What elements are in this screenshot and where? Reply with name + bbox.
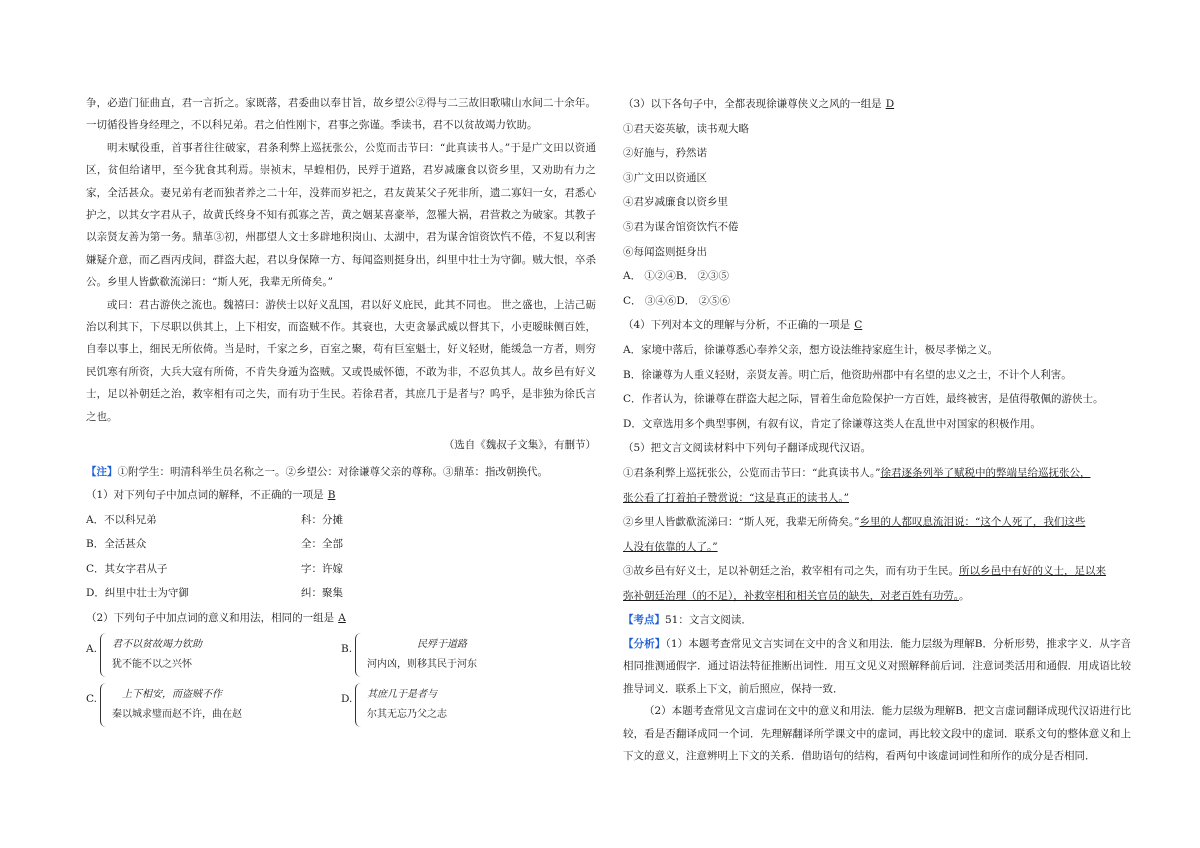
question-2-option-a: A. 君不以贫故竭力钦助 犹不能不以之兴怀 xyxy=(86,630,341,680)
question-5-sentence-3: ③故乡邑有好义士，足以补朝廷之治，救宰相有司之失，而有功于生民。所以乡邑中有好的义士，足以来 xyxy=(623,565,1106,578)
question-5-sentence-1: ①君条利弊上巡抚张公，公览而击节曰：“此真读书人。”徐君逐条列举了赋税中的弊端呈给巡抚张公， xyxy=(623,466,1091,479)
translation-3a: 所以乡邑中有好的义士，足以来 xyxy=(959,565,1106,578)
question-4-option-c: C．作者认为，徐谦尊在群盗大起之际，冒着生命危险保护一方百姓，最终被害，是值得敬佩的游侠士。 xyxy=(623,393,1104,406)
fenxi-paragraph-1: 【分析】（1）本题考查常见文言实词在文中的含义和用法．能力层级为理解B．分析形势，推求字义．从字音相同推测通假字．通过语法特征推断出词性．用互文见义对照解释前后词．注意词类活用和通假．用成语比较推导词义．联系上下文，前后照应，保持一致． xyxy=(623,638,1131,695)
question-2-row-1 xyxy=(86,630,596,680)
question-4-option-b: B．徐谦尊为人重义轻财，亲贤友善。明亡后，他资助州郡中有名望的忠义之士，不计个人利害。 xyxy=(623,368,1072,381)
passage-paragraph-3: 或曰：君古游侠之流也。魏禧曰：游侠士以好义乱国，君以好义庇民，此其不同也。 世之盛也，上洁己砺治以利其下，下尽职以供其上，上下相安，而盗贼不作。其衰也，大吏贪暴武威以督其下，小吏暧昧侧百姓，自奉以事上，细民无所依倚。当是时，千家之乡，百室之聚，苟有巨室魁士，好义轻财，能缓急一方者，则穷民饥寒有所资，大兵大寇有所倚，不肯失身遁为盗贼。又或畏威怀德，不敢为非，不忍负其人。故乡邑有好义士，足以补朝廷之治，救宰相有司之失，而有功于生民。若徐君者，其庶几于是者与？呜乎，是非独为徐氏言之也。 xyxy=(86,298,596,423)
question-5-sentence-1-cont xyxy=(623,486,1131,511)
question-1-stem: （1）对下列句子中加点词的解释，不正确的一项是 B xyxy=(86,483,596,508)
question-2-option-b: B. 民殍于道路 河内凶，则移其民于河东 xyxy=(341,630,596,680)
question-1-option-c: C．其女字君从子 字：许嫁 xyxy=(86,562,343,575)
right-column xyxy=(623,92,1131,768)
question-1-option-a: A．不以科兄弟 科：分摊 xyxy=(86,513,343,526)
passage-paragraph-1: 争，必造门征曲直，君一言折之。家既落，君委曲以奉甘旨，故乡望公②得与二三故旧歌啸山水间二十余年。一切循役皆身经理之，不以科兄弟。君之伯性刚卞，君事之弥谨。季读书，君不以贫故竭力钦助。 xyxy=(86,97,596,132)
fenxi-tag: 【分析】 xyxy=(623,638,666,651)
question-5-sentence-3-cont: 弥补朝廷治理（的不足），补救宰相和相关官员的缺失，对老百姓有功劳。。 xyxy=(623,589,970,602)
note-tag: 【注】 xyxy=(86,465,118,478)
question-1-option-d: D．纠里中壮士为守御 纠：聚集 xyxy=(86,587,343,600)
question-3-options-cd: C． ③④⑥D． ②⑤⑥ xyxy=(623,294,731,307)
question-5-stem: （5）把文言文阅读材料中下列句子翻译成现代汉语。 xyxy=(623,442,872,455)
question-4-answer: C xyxy=(854,319,863,332)
question-2-stem: （2）下列句子中加点词的意义和用法，相同的一组是 A xyxy=(86,606,596,631)
brace-icon xyxy=(355,633,364,677)
kaodian: 【考点】51：文言文阅读． xyxy=(623,614,752,627)
brace-icon xyxy=(100,633,109,677)
question-3-answer: D xyxy=(885,98,895,110)
question-3-item: ⑤君为谋舍馆资饮忾不倦 xyxy=(623,220,739,233)
question-3-item: ④君岁减廉食以资乡里 xyxy=(623,196,728,209)
question-3-stem: （3）以下各句子中，全都表现徐谦尊侠义之风的一组是 D xyxy=(623,92,1131,117)
translation-2b: 人没有依靠的人了。” xyxy=(623,540,718,553)
translation-2a: 乡里的人都叹息流泪说：“这个人死了，我们这些 xyxy=(859,516,1086,529)
left-column xyxy=(86,92,596,730)
note-text: ①附学生：明清科举生员名称之一。②乡望公：对徐谦尊父亲的尊称。③鼎革：指改朝换代。 xyxy=(117,465,548,478)
question-4-option-d: D．文章选用多个典型事例，有叙有议，肯定了徐谦尊这类人在乱世中对国家的积极作用。 xyxy=(623,417,1041,430)
question-3-item: ②好施与，矜然诺 xyxy=(623,147,707,160)
question-2-option-d: D. 其庶几于是者与 尔其无忘乃父之志 xyxy=(341,680,596,730)
brace-icon xyxy=(100,683,109,727)
source-citation: （选自《魏叔子文集》，有删节） xyxy=(443,439,596,452)
fenxi-paragraph-2: （2）本题考查常见文言虚词在文中的意义和用法．能力层级为理解B．把文言虚词翻译成现代汉语进行比较，看是否翻译成同一个词．先理解翻译所学课文中的虚词，再比较文段中的虚词．联系文句的整体意义和上下文的意义，注意辨明上下文的关系．借助语句的结构，看两句中该虚词词性和所作的成分是否相同． xyxy=(623,705,1131,763)
translation-3b: 弥补朝廷治理（的不足），补救宰相和相关官员的缺失，对老百姓有功劳。 xyxy=(623,589,959,602)
question-3-item: ①君天姿英敏，读书观大略 xyxy=(623,122,749,135)
question-4-option-a: A．家境中落后，徐谦尊悉心奉养父亲，想方设法维持家庭生计，极尽孝悌之义。 xyxy=(623,343,999,356)
question-2-row-2 xyxy=(86,680,596,730)
translation-1b: 张公看了打着拍子赞赏说：“这是真正的读书人。” xyxy=(623,491,849,504)
question-5-sentence-2-cont xyxy=(623,535,1131,560)
question-5-sentence-2: ②乡里人皆歔欷流涕曰：“斯人死，我辈无所倚矣。”乡里的人都叹息流泪说：“这个人死了，我们这些 xyxy=(623,516,1086,529)
kaodian-tag: 【考点】 xyxy=(623,614,665,627)
question-1-option-b: B．全活甚众 全：全部 xyxy=(86,538,343,551)
question-3-options-ab: A． ①②④B． ②③⑤ xyxy=(623,270,729,283)
question-1-answer: B xyxy=(327,488,336,501)
note xyxy=(86,461,596,483)
question-2-option-c: C. 上下相安，而盗贼不作 秦以城求璧而赵不许，曲在赵 xyxy=(86,680,341,730)
brace-icon xyxy=(355,683,364,727)
question-4-stem: （4）下列对本文的理解与分析，不正确的一项是 C xyxy=(623,313,1131,338)
translation-1a: 徐君逐条列举了赋税中的弊端呈给巡抚张公， xyxy=(880,466,1091,479)
question-2-answer: A xyxy=(338,611,346,624)
passage-paragraph-2: 明末赋役重，首事者往往破家，君条利弊上巡抚张公，公览而击节曰：“此真读书人。”于是广文田以资通区，贫但给诸甲，至今犹食其利焉。崇祯末，旱蝗相仍，民殍于道路，君岁减廉食以资乡里，又劝助有力之家，全活甚众。妻兄弟有老而独者养之二十年，没葬而岁祀之，君友黄某父子死非所，遗二寡妇一女，君悉心护之，以其女字君从子，故黄氏终身不知有孤寡之苦，黄之姻某喜豪举，忽罹大祸，君营救之为破家。其教子以亲贤友善为第一务。鼎革③初，州郡望人文士多辟地积岗山、太湖中，君为谋舍馆资饮忾不倦，不复以利害嫌疑介意，而乙酉丙戌间，群盗大起，君以身保障一方、每闻盗则挺身出，纠里中壮士为守御。贼大恨，卒杀公。乡里人皆歔欷流涕曰：“斯人死，我辈无所倚矣。” xyxy=(86,141,596,289)
question-3-item: ③广文田以资通区 xyxy=(623,171,707,184)
question-3-item: ⑥每闻盗则挺身出 xyxy=(623,245,707,258)
